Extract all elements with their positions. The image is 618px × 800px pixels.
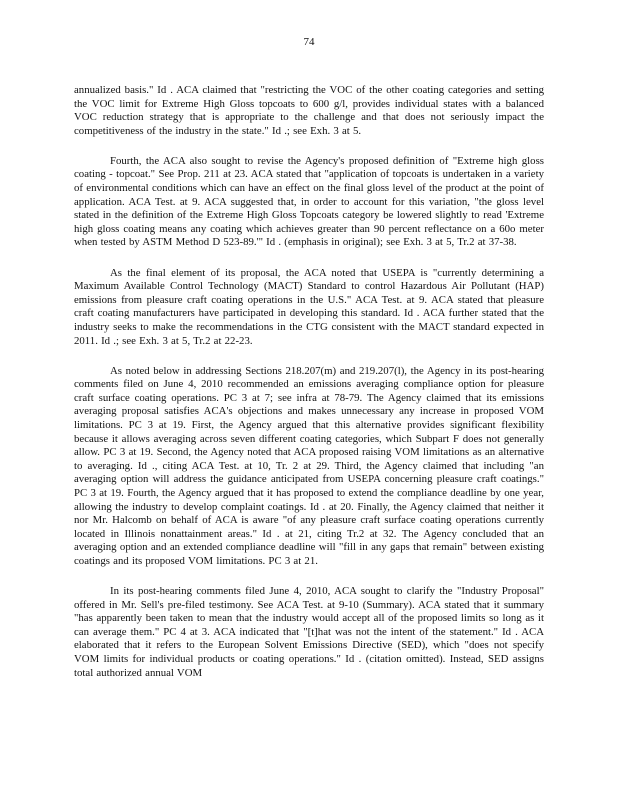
- paragraph-2: Fourth, the ACA also sought to revise the Agency's proposed definition of "Extreme high gloss coating - topcoat." See Prop. 211 at 23. ACA stated that "application of topcoats is undertaken in a variety of environmental conditions which can have an effect on the final gloss level of the product at the point of application. ACA Test. at 9. ACA suggested that, in order to account for this variation, "the gloss level stated in the definition of the Extreme High Gloss Topcoats category be lowered slightly to read 'Extreme high gloss coating means any coating which achieves greater than 90 percent reflectance on a 60o meter when tested by ASTM Method D 523-89.'" Id . (emphasis in original); see Exh. 3 at 5, Tr.2 at 37-38.: [74, 154, 544, 249]
- paragraph-1: annualized basis." Id . ACA claimed that "restricting the VOC of the other coating categories and setting the VOC limit for Extreme High Gloss topcoats to 600 g/l, provides individual states with a balanced VOC reduction strategy that is appropriate to the challenge and that does not seriously impact the competitiveness of the industry in the state." Id .; see Exh. 3 at 5.: [74, 84, 544, 137]
- document-body: [74, 84, 544, 697]
- page-number: 74: [303, 36, 315, 48]
- paragraph-4: As noted below in addressing Sections 218.207(m) and 219.207(l), the Agency in its post-hearing comments filed on June 4, 2010 recommended an emissions averaging compliance option for pleasure craft surface coating operations. PC 3 at 7; see infra at 78-79. The Agency claimed that its emissions averaging proposal satisfies ACA's objections and makes unnecessary any increase in proposed VOM limitations. PC 3 at 19. First, the Agency argued that this alternative provides significant flexibility because it allows averaging across seven different coating categories, which Subpart F does not generally allow. PC 3 at 19. Second, the Agency noted that ACA proposed raising VOM limitations as an alternative to averaging. Id ., citing ACA Test. at 10, Tr. 2 at 29. Third, the Agency claimed that including "an averaging option will address the guidance anticipated from USEPA concerning pleasure craft coatings." PC 3 at 19. Fourth, the Agency argued that it has proposed to extend the compliance deadline by one year, allowing the industry to develop complaint coatings. Id . at 20. Finally, the Agency claimed that neither it nor Mr. Halcomb on behalf of ACA is aware "of any pleasure craft surface coating operations currently located in Illinois nonattainment areas." Id . at 21, citing Tr.2 at 32. The Agency concluded that an averaging option and an extended compliance deadline will "fill in any gaps that remain" between existing coatings and its proposed VOM limitations. PC 3 at 21.: [74, 364, 544, 567]
- paragraph-3: As the final element of its proposal, the ACA noted that USEPA is "currently determining a Maximum Available Control Technology (MACT) Standard to control Hazardous Air Pollutant (HAP) emissions from pleasure craft coating operations in the U.S." ACA Test. at 9. ACA stated that pleasure craft coating manufacturers have participated in developing this standard. Id . ACA further stated that the industry seeks to make the recommendations in the CTG consistent with the MACT standard expected in 2011. Id .; see Exh. 3 at 5, Tr.2 at 22-23.: [74, 266, 544, 347]
- paragraph-5: In its post-hearing comments filed June 4, 2010, ACA sought to clarify the "Industry Proposal" offered in Mr. Sell's pre-filed testimony. See ACA Test. at 9-10 (Summary). ACA stated that it summary "has apparently been taken to mean that the industry would accept all of the proposed limits so long as it can average them." PC 4 at 3. ACA indicated that "[t]hat was not the intent of the statement." Id . ACA elaborated that it refers to the European Solvent Emissions Directive (SED), which "does not specify VOM limits for individual products or coating operations." Id . (citation omitted). Instead, SED assigns total authorized annual VOM: [74, 585, 544, 679]
